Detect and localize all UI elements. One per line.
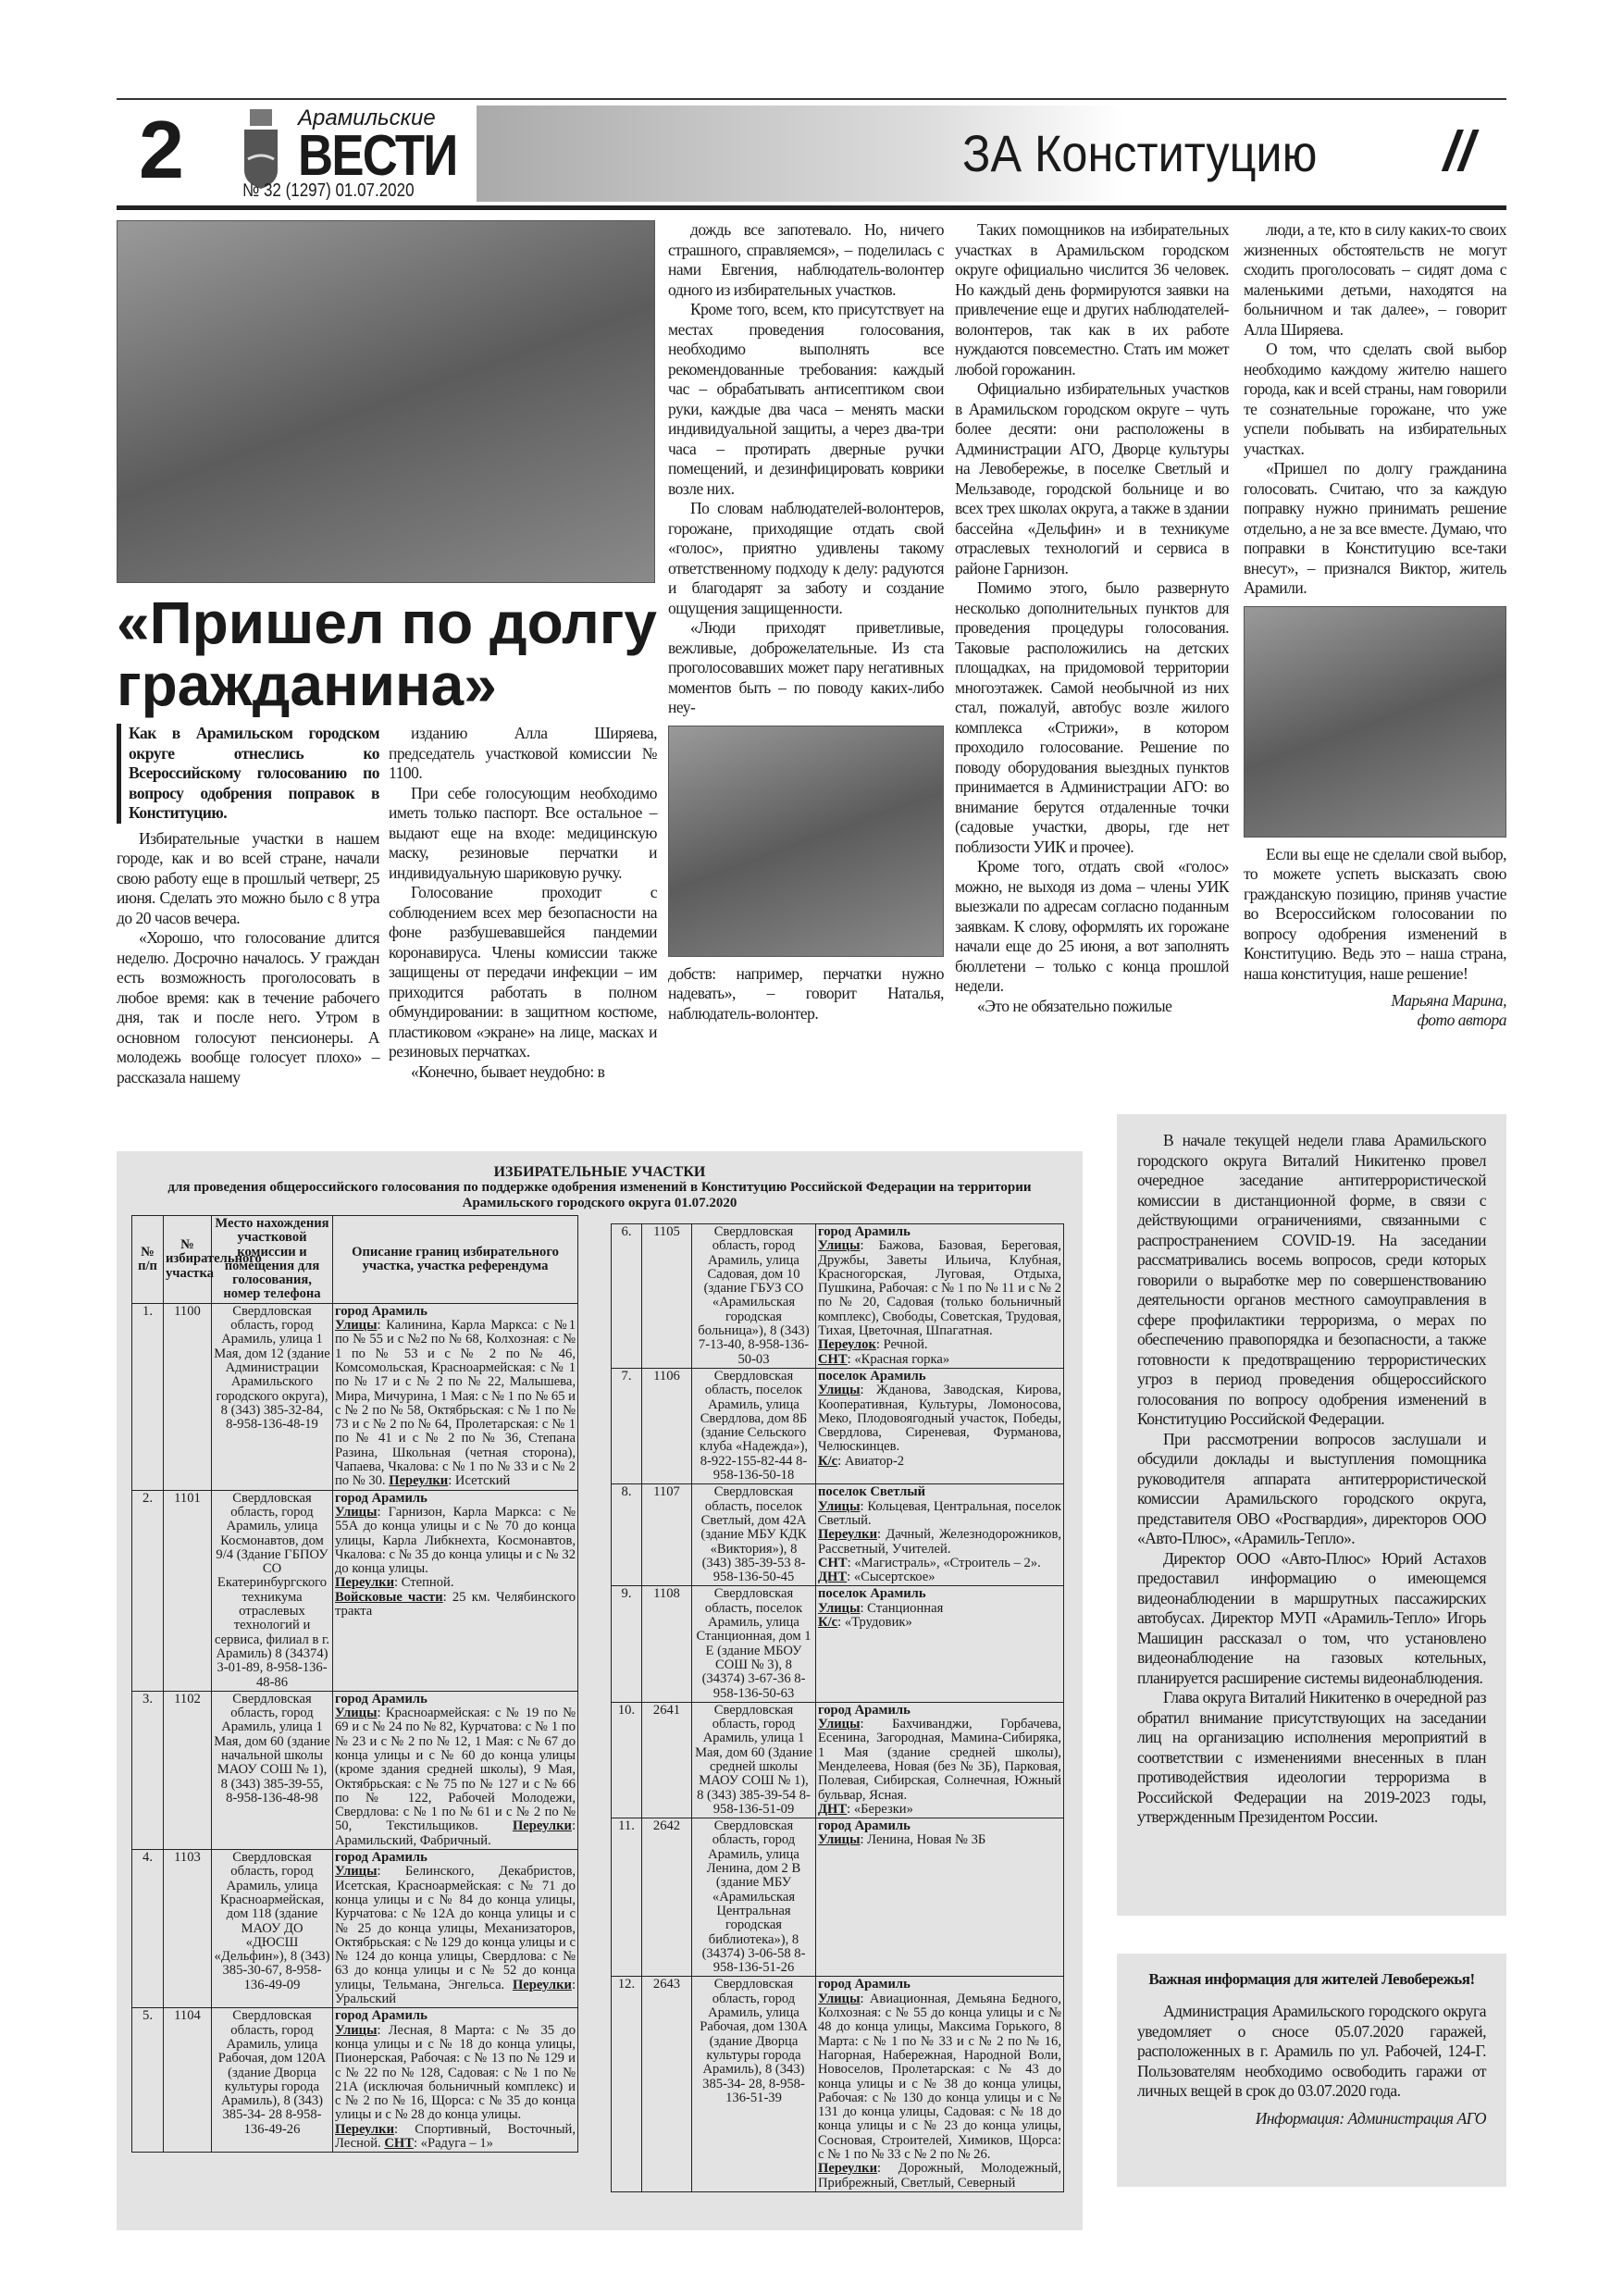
locality-name: город Арамиль xyxy=(335,1490,427,1506)
row-number: 7. xyxy=(612,1368,642,1483)
paragraph: О том, что сделать свой выбор необходимо каждому жителю нашего города, как и всей страны, нам говорили те сознательные горожане, что уже успели побывать на избирательных участках. xyxy=(1244,340,1506,458)
table-row xyxy=(612,1818,1064,1977)
paragraph: Помимо этого, было развернуто несколько дополнительных пунктов для проведения процедуры голосования. Таковые расположились на детских площадках, на придомовой территории многоэтажек. Самой необычной из них стал, пожалуй, автобус возле жилого комплекса «Стрижи», в котором проходило голосование. Решение по поводу оборудования выездных пунктов принимается в Администрации АГО: во внимание берутся отдаленные точки (садовые участки, дворы, где нет поблизости УИК и прочее). xyxy=(955,578,1229,856)
photo-credit: фото автора xyxy=(1417,1011,1506,1029)
column-header: Описание границ избирательного участка, участка референдума xyxy=(333,1216,578,1304)
paragraph: Официально избирательных участков в Арамильском городском округе – чуть более десяти: они расположены в Администрации АГО, Дворце культуры на Левобережье, в поселке Светлый и Мельзаводе, городской больнице и во всех трех школах округа, а также в здании бассейна «Дельфин» и в техникуме отраслевых технологий и сервиса в районе Гарнизон. xyxy=(955,379,1229,577)
logo-top: Арамильские xyxy=(298,105,436,130)
boundary-text: : Красноармейская: с № 19 по № 69 и с № 24 по № 82, Курчатова: с № 1 по № 23 и с № 2 по № 12, 1 Мая: с № 67 до конца улицы и с № 60 до конца улицы (кроме здания средней школы), 9 Мая, Октябрьская: с № 75 по № 127 и с № 66 по № 122, Рабочей Молодежи, Свердлова: с № 1 по № 61 и с № 2 по № 50, Текстильщиков. xyxy=(335,1706,576,1834)
logo-main: ВЕСТИ xyxy=(298,124,457,188)
polling-stations-table-right xyxy=(611,1223,1064,2192)
station-address: Свердловская область, город Арамиль, улица Рабочая, дом 130А (здание Дворца культуры города Арамиль), 8 (343) 385-34- 28, 8-958-136-51-39 xyxy=(692,1977,816,2191)
station-address: Свердловская область, поселок Арамиль, улица Свердлова, дом 8Б (здание Сельского клуба «Надежда»), 8-922-155-82-44 8-958-136-50-18 xyxy=(692,1368,816,1483)
locality-name: поселок Светлый xyxy=(818,1484,926,1500)
boundary-text: : «Радуга – 1» xyxy=(413,2136,493,2151)
station-number: 2643 xyxy=(642,1977,692,2191)
row-number: 11. xyxy=(612,1818,642,1977)
paragraph: Кроме того, всем, кто присутствует на местах проведения голосования, необходимо выполнять все рекомендованные требования: каждый час – обрабатывать антисептиком свои руки, каждые два часа – менять маски индивидуальной защиты, а через два-три часа – протирать дверные ручки помещений, и дезинфицировать коврики возле них. xyxy=(668,300,944,498)
boundary-label: ДНТ xyxy=(818,1570,848,1585)
station-address: Свердловская область, город Арамиль, улица 1 Мая, дом 60 (Здание средней школы МАОУ СОШ № 1), 8 (343) 385-39-54 8-958-136-51-09 xyxy=(692,1702,816,1818)
boundary-label: Улицы xyxy=(335,2022,378,2038)
table-row xyxy=(132,2008,578,2153)
station-boundaries xyxy=(333,1303,578,1490)
boundary-text: : «Березки» xyxy=(847,1801,913,1817)
locality-name: город Арамиль xyxy=(818,1977,911,1992)
boundary-label: Улицы xyxy=(818,1717,861,1732)
boundary-text: : «Трудовик» xyxy=(837,1615,912,1631)
locality-name: СНТ xyxy=(818,1555,848,1570)
station-number: 1101 xyxy=(164,1490,212,1691)
column-header: № п/п xyxy=(132,1216,164,1304)
station-number: 1104 xyxy=(164,2008,212,2153)
paragraph: При рассмотрении вопросов заслушали и обсудили доклады и выступления помощника руководителя аппарата антитеррористической комиссии Арамильского городского округа, представителя ОВО «Росгвардия», директоров ООО «Авто-Плюс», «Арамиль-Тепло». xyxy=(1137,1429,1486,1547)
boundary-text: : Степной. xyxy=(394,1575,454,1591)
station-boundaries xyxy=(816,1224,1064,1369)
locality-name: город Арамиль xyxy=(335,2008,427,2024)
notice-title: Важная информация для жителей Левобережья! xyxy=(1148,1970,1475,1988)
table-row xyxy=(612,1484,1064,1586)
table-row xyxy=(612,1977,1064,2191)
boundary-label: Переулки xyxy=(818,2161,877,2177)
table-row xyxy=(132,1303,578,1490)
boundary-label: Переулки xyxy=(335,2121,394,2137)
boundary-label: СНТ xyxy=(818,1351,848,1367)
notice-box xyxy=(1117,1954,1506,2187)
paragraph: Голосование проходит с соблюдением всех мер безопасности на фоне разбушевавшейся пандемии коронавируса. Члены комиссии также защищены от передачи инфекции – им приходится работать в полном обмундировании: в защитном костюме, пластиковом «экране» на лице, масках и резиновых перчатках. xyxy=(389,883,657,1061)
station-number: 1108 xyxy=(642,1586,692,1702)
boundary-text: : Исетский xyxy=(448,1473,511,1489)
header-rule xyxy=(117,98,1506,100)
boundary-text: : Калинина, Карла Маркса: с №1 по № 55 и с №2 по № 68, Колхозная: с № 1 по № 53 и с № 2 по № 46, Комсомольская, Красноармейская: с № 1 по № 17 и с № 2 по № 22, Малышева, Мира, Мичурина, 1 Мая: с № 1 по № 65 и с № 2 по № 58, Октябрьская: с № 1 по № 73 и с № 2 по № 64, Пролетарская: с № 1 по № 41 и с № 2 по № 36, Степана Разина, Школьная (четная сторона), Чапаева, Чкалова: с № 1 по № 33 и с № 2 по № 30. xyxy=(335,1318,576,1489)
station-address: Свердловская область, город Арамиль, улица Ленина, дом 2 В (здание МБУ «Арамильская Центральная городская библиотека»), 8 (34374) 3-06-58 8-958-136-51-26 xyxy=(692,1818,816,1977)
table-title: ИЗБИРАТЕЛЬНЫЕ УЧАСТКИ xyxy=(493,1164,706,1180)
boundary-text: : Бажова, Базовая, Береговая, Дружбы, Заветы Ильича, Клубная, Красногорская, Луговая, Отдыха, Пушкина, Рабочая: с № 1 по № 11 и с № 2 по № 20, Садовая (только больничный комплекс), Свободы, Советская, Трудовая, Тихая, Цветочная, Шпагатная. xyxy=(818,1238,1061,1339)
section-rubric: ЗА Конституцию xyxy=(962,124,1318,182)
boundary-label: Войсковые части xyxy=(335,1589,443,1605)
station-number: 1102 xyxy=(164,1691,212,1849)
locality-name: город Арамиль xyxy=(335,1850,427,1866)
station-number: 1106 xyxy=(642,1368,692,1483)
boundary-text: : Дорожный, Молодежный, Прибрежный, Светлый, Северный xyxy=(818,2161,1061,2191)
station-address: Свердловская область, город Арамиль, улица Красноармейская, дом 118 (здание МАОУ ДО «ДЮСШ «Дельфин»), 8 (343) 385-30-67, 8-958-136-49-09 xyxy=(212,1850,333,2008)
table-subtitle: для проведения общероссийского голосования по поддержке одобрения изменений в Конституцию Российской Федерации на территории Арамильского городского округа 01.07.2020 xyxy=(167,1180,1032,1210)
boundary-label: К/с xyxy=(818,1615,838,1631)
station-number: 1105 xyxy=(642,1224,692,1369)
table-row xyxy=(612,1224,1064,1369)
boundary-label: Улицы xyxy=(818,1238,861,1254)
row-number: 12. xyxy=(612,1977,642,2191)
boundary-label: Улицы xyxy=(818,1600,861,1616)
locality-name: поселок Арамиль xyxy=(818,1586,926,1602)
paragraph: «Хорошо, что голосование длится неделю. Досрочно началось. У граждан есть возможность проголосовать в любое время: как в течение рабочего дня, так и после него. Утром в основном голосуют пенсионеры. А молодежь вообще голосует плохо» – рассказала нашему xyxy=(117,928,379,1086)
article-column-1 xyxy=(117,724,379,1087)
boundary-label: Переулки xyxy=(512,1818,572,1834)
boundary-text: : «Сысертское» xyxy=(847,1570,935,1585)
boundary-text: : Уральский xyxy=(335,1977,576,2007)
paragraph: При себе голосующим необходимо иметь только паспорт. Все остальное – выдают еще на входе: медицинскую маску, резиновые перчатки и индивидуальную шариковую ручку. xyxy=(389,783,657,882)
boundary-text: : Арамильский, Фабричный. xyxy=(335,1818,576,1848)
station-address: Свердловская область, поселок Светлый, дом 42А (здание МБУ КДК «Виктория»), 8 (343) 385-39-53 8-958-136-50-45 xyxy=(692,1484,816,1586)
paragraph: Глава округа Виталий Никитенко в очередной раз обратил внимание присутствующих на заседании лиц на организацию исполнения мероприятий в соответствии с изменениями внесенных в план противодействия идеологии терроризма в Российской Федерации на 2019-2023 годы, утвержденным Президентом России. xyxy=(1137,1688,1486,1826)
column-header: № избирательного участка xyxy=(164,1216,212,1304)
boundary-label: Улицы xyxy=(335,1706,378,1721)
table-row xyxy=(132,1850,578,2008)
notice-signature: Информация: Администрация АГО xyxy=(1255,2108,1486,2128)
station-boundaries xyxy=(816,1368,1064,1483)
observer-photo xyxy=(668,726,944,957)
row-number: 2. xyxy=(132,1490,164,1691)
column-header: Место нахождения участковой комиссии и помещения для голосования, номер телефона xyxy=(212,1216,333,1304)
table-row xyxy=(132,1490,578,1691)
station-address: Свердловская область, город Арамиль, улица Садовая, дом 10 (здание ГБУЗ СО «Арамильская городская больница»), 8 (343) 7-13-40, 8-958-136-50-03 xyxy=(692,1224,816,1369)
row-number: 9. xyxy=(612,1586,642,1702)
boundary-label: ДНТ xyxy=(818,1801,848,1817)
boundary-label: Улицы xyxy=(818,1383,861,1398)
locality-name: поселок Арамиль xyxy=(818,1368,926,1384)
boundary-label: К/с xyxy=(818,1453,838,1469)
locality-name: город Арамиль xyxy=(818,1224,911,1239)
boundary-label: Переулки xyxy=(335,1575,394,1591)
station-boundaries xyxy=(333,1490,578,1691)
station-boundaries xyxy=(816,1702,1064,1818)
station-number: 1107 xyxy=(642,1484,692,1586)
boundary-label: Улицы xyxy=(335,1318,378,1334)
station-boundaries xyxy=(333,1691,578,1849)
paragraph: В начале текущей недели глава Арамильского городского округа Виталий Никитенко провел очередное заседание антитеррористической комиссии в дистанционной форме, в связи с действующими ограничениями, связанными с распространением COVID-19. На заседании рассматривались восемь вопросов, среди которых говорили о выработке мер по совершенствованию деятельности органов местного самоуправления в сфере профилактики терроризма, о мерах по обеспечению правопорядка и безопасности, а также готовности к предотвращению террористических угроз в период проведения общероссийского голосования по вопросу одобрения изменений в Конституцию Российской Федерации. xyxy=(1137,1131,1486,1428)
boundary-label: Улицы xyxy=(818,1991,861,2006)
row-number: 1. xyxy=(132,1303,164,1490)
boundary-text: : Жданова, Заводская, Кирова, Кооперативная, Культуры, Ломоносова, Меко, Плодовоягодный участок, Победы, Свердлова, Сиреневая, Фурманова, Челюскинцев. xyxy=(818,1383,1061,1455)
article-column-4 xyxy=(955,220,1229,1016)
station-boundaries xyxy=(816,1484,1064,1586)
row-number: 6. xyxy=(612,1224,642,1369)
boundary-label: Улицы xyxy=(818,1498,861,1514)
paragraph: дождь все запотевало. Но, ничего страшного, справляемся», – поделилась с нами Евгения, наблюдатель-волонтер одного из избирательных участков. xyxy=(668,220,944,299)
boundary-text: : Дачный, Железнодорожников, Рассветный, Учителей. xyxy=(818,1527,1061,1557)
author: Марьяна Марина, xyxy=(1391,991,1506,1010)
station-boundaries xyxy=(333,2008,578,2153)
paragraph: Если вы еще не сделали свой выбор, то можете успеть высказать свою гражданскую позицию, приняв участие во Всероссийском голосовании по вопросу одобрения изменений в Конституцию. Ведь это – наша страна, наша конституция, наше решение! xyxy=(1244,844,1506,983)
boundary-text: : Авиатор-2 xyxy=(837,1453,905,1469)
station-boundaries xyxy=(816,1818,1064,1977)
row-number: 3. xyxy=(132,1691,164,1849)
station-address: Свердловская область, город Арамиль, улица 1 Мая, дом 12 (здание Администрации Арамильского городского округа), 8 (343) 385-32-84, 8-958-136-48-19 xyxy=(212,1303,333,1490)
boundary-label: Переулки xyxy=(818,1527,877,1543)
table-heading xyxy=(117,1164,1083,1211)
boundary-text: : Авиационная, Демьяна Бедного, Колхозная: с № 55 до конца улицы и с № 48 до конца улицы, Максима Горького, 8 Марта: с № 1 по № 33 и с № 2 по № 16, Нагорная, Набережная, Народной Воли, Новоселов, Пролетарская: с № 43 до конца улицы и с № 38 до конца улицы, Рабочая: с № 130 до конца улицы и с № 131 до конца улицы, Садовая: с № 18 до конца улицы и с № 23 до конца улицы, Сосновая, Строителей, Химиков, Щорса: с № 1 по № 33 с № 2 по № 26. xyxy=(818,1991,1061,2162)
boundary-label: Переулки xyxy=(389,1473,449,1489)
table-row xyxy=(612,1586,1064,1702)
boundary-text: : Ленина, Новая № 3Б xyxy=(860,1832,986,1848)
article-lead: Как в Арамильском городском округе отнеслись ко Всероссийскому голосованию по вопросу одобрения поправок в Конституцию. xyxy=(117,724,379,824)
paragraph: «Люди приходят приветливые, вежливые, доброжелательные. Из ста проголосовавших может пару негативных моментов быть – по поводу каких-либо неу- xyxy=(668,618,944,716)
tent-photo xyxy=(1244,606,1506,838)
locality-name: город Арамиль xyxy=(335,1691,427,1706)
header-rule-bottom xyxy=(117,205,1506,210)
boundary-text: : Спортивный, Восточный, Лесной. xyxy=(335,2121,576,2151)
paragraph: Таких помощников на избирательных участках в Арамильском городском округе официально числится 36 человек. Но каждый день формируются заявки на привлечение еще и других наблюдателей-волонтеров, так как в их работе нуждаются повсеместно. Стать им может любой горожанин. xyxy=(955,220,1229,379)
table-row xyxy=(132,1691,578,1849)
row-number: 10. xyxy=(612,1702,642,1818)
station-number: 1103 xyxy=(164,1850,212,2008)
article-column-3 xyxy=(668,220,944,1024)
station-boundaries xyxy=(333,1850,578,2008)
boundary-text: : Кольцевая, Центральная, поселок Светлый. xyxy=(818,1498,1061,1528)
polling-stations-table-left xyxy=(131,1215,578,2153)
boundary-text: : Бахчиванджи, Горбачева, Есенина, Загородная, Мамина-Сибиряка, 1 Мая (здание средней школы), Менделеева, Новая (без № 3Б), Парковая, Полевая, Сибирская, Солнечная, Южный бульвар, Ясная. xyxy=(818,1717,1061,1803)
station-address: Свердловская область, город Арамиль, улица Рабочая, дом 120А (здание Дворца культуры города Арамиль), 8 (343) 385-34- 28 8-958-136-49-26 xyxy=(212,2008,333,2153)
station-boundaries xyxy=(816,1586,1064,1702)
boundary-text: : Гарнизон, Карла Маркса: с № 55А до конца улицы и с № 70 до конца улицы, Карла Либкнехта, Космонавтов, Чкалова: с № 35 до конца улицы и с № 32 до конца улицы. xyxy=(335,1504,576,1577)
paragraph: По словам наблюдателей-волонтеров, горожане, приходящие отдать свой «голос», приятно удивлены такому ответственному подходу к делу: радуются и благодарят за заботу и создание ощущения защищенности. xyxy=(668,499,944,617)
issue-info: № 32 (1297) 01.07.2020 xyxy=(242,180,415,201)
station-boundaries xyxy=(816,1977,1064,2191)
coat-of-arms-icon xyxy=(242,107,279,191)
paragraph: «Это не обязательно пожилые xyxy=(977,996,1172,1015)
boundary-text: : Лесная, 8 Марта: с № 35 до конца улицы и с № 18 до конца улицы, Пионерская, Рабочая: с № 13 по № 129 и с № 22 по № 128, Садовая: с № 1 по № 21А (исключая больничный комплекс) и с № 2 по № 16, Щорса: с № 35 до конца улицы и с № 28 до конца улицы. xyxy=(335,2022,576,2123)
boundary-label: Улицы xyxy=(335,1504,378,1520)
boundary-label: Переулок xyxy=(818,1337,876,1353)
station-number: 2641 xyxy=(642,1702,692,1818)
paragraph: Директор ООО «Авто-Плюс» Юрий Астахов предоставил информацию о имеющемся видеонаблюдении в маршрутных пассажирских автобусах. Директор МУП «Арамиль-Тепло» Игорь Машицин рассказал о том, что установлено видеонаблюдение на газовых котельных, планируется расширение системы видеонаблюдения. xyxy=(1137,1548,1486,1687)
article-headline: «Пришел по долгу гражданина» xyxy=(117,590,657,719)
boundary-text: : «Красная горка» xyxy=(847,1351,950,1367)
article-column-5 xyxy=(1244,220,1506,1030)
notice-text: Администрация Арамильского городского округа уведомляет о сносе 05.07.2020 гаражей, расположенных в г. Арамиль по ул. Рабочей, 124-Г. Пользователям необходимо освободить гаражи от личных вещей в срок до 03.07.2020 года. xyxy=(1137,2002,1486,2100)
article-column-2 xyxy=(389,724,657,1082)
boundary-text: : 25 км. Челябинского тракта xyxy=(335,1589,576,1620)
boundary-label: Улицы xyxy=(818,1832,861,1848)
paragraph: добств: например, перчатки нужно надевать», – говорит Наталья, наблюдатель-волонтер. xyxy=(668,963,944,1023)
boundary-label: Переулки xyxy=(512,1977,572,1992)
boundary-text: : Речной. xyxy=(875,1337,928,1353)
page-number: 2 xyxy=(139,104,184,195)
station-address: Свердловская область, город Арамиль, улица Космонавтов, дом 9/4 (Здание ГБПОУ СО Екатеринбургского техникума отраслевых технологий и сервиса, филиал в г. Арамиль) 8 (34374) 3-01-89, 8-958-136-48-86 xyxy=(212,1490,333,1691)
paragraph: Избирательные участки в нашем городе, как и во всей стране, начали свою работу еще в прошлый четверг, 25 июня. Сделать это можно было с 8 утра до 20 часов вечера. xyxy=(117,828,379,927)
paragraph: «Конечно, бывает неудобно: в xyxy=(411,1061,605,1081)
paragraph: Кроме того, отдать свой «голос» можно, не выходя из дома – члены УИК выезжали по адресам согласно поданным заявкам. К слову, оформлять их горожане начали еще до 25 июня, а вот заполнять бюллетени – только с конца прошлой недели. xyxy=(955,857,1229,995)
boundary-label: Улицы xyxy=(335,1864,378,1880)
locality-name: город Арамиль xyxy=(818,1818,911,1834)
table-row xyxy=(612,1702,1064,1818)
locality-name: город Арамиль xyxy=(335,1303,427,1319)
paragraph: изданию Алла Ширяева, председатель участковой комиссии № 1100. xyxy=(389,724,657,782)
station-number: 1100 xyxy=(164,1303,212,1490)
locality-name: город Арамиль xyxy=(818,1702,911,1718)
boundary-text: : Белинского, Декабристов, Исетская, Красноармейская: с № 71 до конца улицы и с № 84 до конца улицы, Курчатова: с № 12А до конца улицы и с № 25 до конца улицы, Механизаторов, Октябрьская: с № 129 до конца улицы и с № 124 до конца улицы, Свердлова: с № 63 до конца улицы и с № 52 до конца улицы, Тельмана, Энгельса. xyxy=(335,1864,576,1992)
row-number: 8. xyxy=(612,1484,642,1586)
boundary-text: : «Магистраль», «Строитель – 2». xyxy=(847,1555,1041,1570)
station-address: Свердловская область, город Арамиль, улица 1 Мая, дом 60 (здание начальной школы МАОУ СОШ № 1), 8 (343) 385-39-55, 8-958-136-48-98 xyxy=(212,1691,333,1849)
boundary-label: СНТ xyxy=(384,2136,414,2151)
anti-terror-news-box xyxy=(1117,1114,1506,1916)
row-number: 5. xyxy=(132,2008,164,2153)
row-number: 4. xyxy=(132,1850,164,2008)
table-row xyxy=(612,1368,1064,1483)
paragraph: «Пришел по долгу гражданина голосовать. Считаю, что за каждую поправку нужно принимать решение отдельно, а не за все вместе. Думаю, что поправки в Конституцию все-таки внесут», – признался Виктор, житель Арамили. xyxy=(1244,459,1506,597)
paragraph: люди, а те, кто в силу каких-то своих жизненных обстоятельств не могут сходить проголосовать – сидят дома с маленькими детьми, находятся на больничном и так далее», – говорит Алла Ширяева. xyxy=(1244,220,1506,339)
rubric-mark: // xyxy=(1443,120,1475,182)
station-address: Свердловская область, поселок Арамиль, улица Станционная, дом 1 Е (здание МБОУ СОШ № 3), 8 (34374) 3-67-36 8-958-136-50-63 xyxy=(692,1586,816,1702)
boundary-text: : Станционная xyxy=(860,1600,944,1616)
station-number: 2642 xyxy=(642,1818,692,1977)
polling-station-photo xyxy=(117,220,655,583)
